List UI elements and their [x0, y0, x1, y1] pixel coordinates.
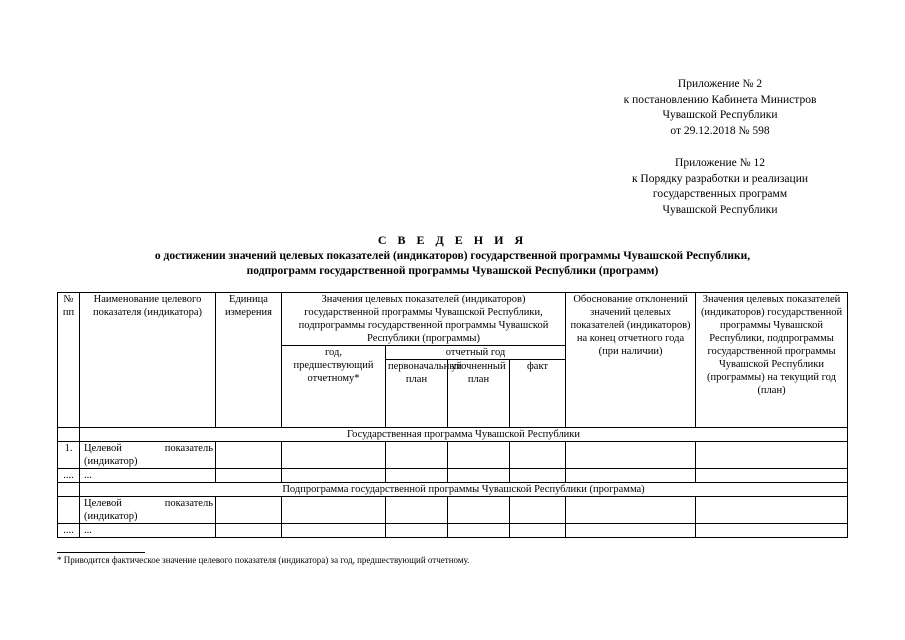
subtitle-line-1: о достижении значений целевых показателей (индикаторов) государственной программы Чувашской Республики, — [154, 250, 751, 262]
appendix-2-line-1: Приложение № 12 — [675, 157, 765, 169]
document-title: С В Е Д Е Н И Я — [377, 233, 528, 247]
table-row — [58, 442, 848, 469]
row-num: 1. — [58, 442, 80, 469]
cell — [696, 497, 848, 524]
cell — [386, 524, 448, 538]
header-justification: Обоснование отклонений значений целевых показателей (индикаторов) на конец отчетного года (при наличии) — [566, 293, 696, 428]
section-num-cell — [58, 428, 80, 442]
cell — [216, 442, 282, 469]
header-refined-plan: уточненный план — [448, 360, 510, 428]
section-title-1: Государственная программа Чувашской Республики — [80, 428, 848, 442]
row-num: .... — [58, 469, 80, 483]
cell — [282, 497, 386, 524]
row-name: Целевой показатель (индикатор) — [80, 442, 216, 469]
appendix-2-line-3: государственных программ — [652, 188, 788, 200]
appendix-1-line-3: Чувашской Республики — [662, 109, 778, 121]
cell — [282, 442, 386, 469]
row-name: Целевой показатель (индикатор) — [80, 497, 216, 524]
cell — [696, 524, 848, 538]
cell — [696, 469, 848, 483]
cell — [566, 524, 696, 538]
cell — [282, 469, 386, 483]
appendix-block-1 — [590, 77, 850, 139]
indicators-table — [57, 292, 848, 538]
cell — [510, 524, 566, 538]
footnote: * Приводится фактическое значение целевого показателя (индикатора) за год, предшествующий отчетному. — [57, 555, 470, 565]
section-num-cell — [58, 483, 80, 497]
cell — [386, 442, 448, 469]
cell — [510, 469, 566, 483]
cell — [510, 497, 566, 524]
cell — [386, 497, 448, 524]
cell — [386, 469, 448, 483]
row-num: .... — [58, 524, 80, 538]
header-name: Наименование целевого показателя (индикатора) — [80, 293, 216, 428]
cell — [282, 524, 386, 538]
header-initial-plan: первоначальный план — [386, 360, 448, 428]
header-report-year: отчетный год — [386, 346, 566, 360]
subtitle-line-2: подпрограмм государственной программы Чувашской Республики (программ) — [246, 265, 659, 277]
cell — [216, 469, 282, 483]
cell — [448, 469, 510, 483]
footnote-divider — [57, 552, 145, 553]
row-name: ... — [80, 524, 216, 538]
header-values: Значения целевых показателей (индикаторов) государственной программы Чувашской Республики, подпрограммы государственной программы Чувашской Республики (программы) — [282, 293, 566, 346]
cell — [216, 497, 282, 524]
header-fact: факт — [510, 360, 566, 428]
cell — [448, 524, 510, 538]
cell — [448, 442, 510, 469]
appendix-1-line-1: Приложение № 2 — [677, 78, 763, 90]
header-unit: Единица измерения — [216, 293, 282, 428]
row-name: ... — [80, 469, 216, 483]
row-num — [58, 497, 80, 524]
appendix-1-line-4: от 29.12.2018 № 598 — [670, 124, 770, 137]
table-row — [58, 524, 848, 538]
table-row — [58, 469, 848, 483]
appendix-2-line-4: Чувашской Республики — [662, 203, 778, 216]
header-num: № пп — [58, 293, 80, 428]
cell — [510, 442, 566, 469]
cell — [448, 497, 510, 524]
header-next-year: Значения целевых показателей (индикаторов) государственной программы Чувашской Республики, подпрограммы государственной программы Чувашской Республики (программы) на текущий год (план) — [696, 293, 848, 428]
section-title-2: Подпрограмма государственной программы Чувашской Республики (программа) — [80, 483, 848, 497]
header-prev-year: год, предшествующий отчетному* — [282, 346, 386, 428]
cell — [566, 442, 696, 469]
document-subtitle — [40, 249, 865, 279]
cell — [696, 442, 848, 469]
cell — [566, 469, 696, 483]
table-row — [58, 497, 848, 524]
appendix-block-2 — [590, 156, 850, 218]
appendix-2-line-2: к Порядку разработки и реализации — [631, 172, 809, 185]
cell — [216, 524, 282, 538]
cell — [566, 497, 696, 524]
appendix-1-line-2: к постановлению Кабинета Министров — [623, 93, 817, 106]
